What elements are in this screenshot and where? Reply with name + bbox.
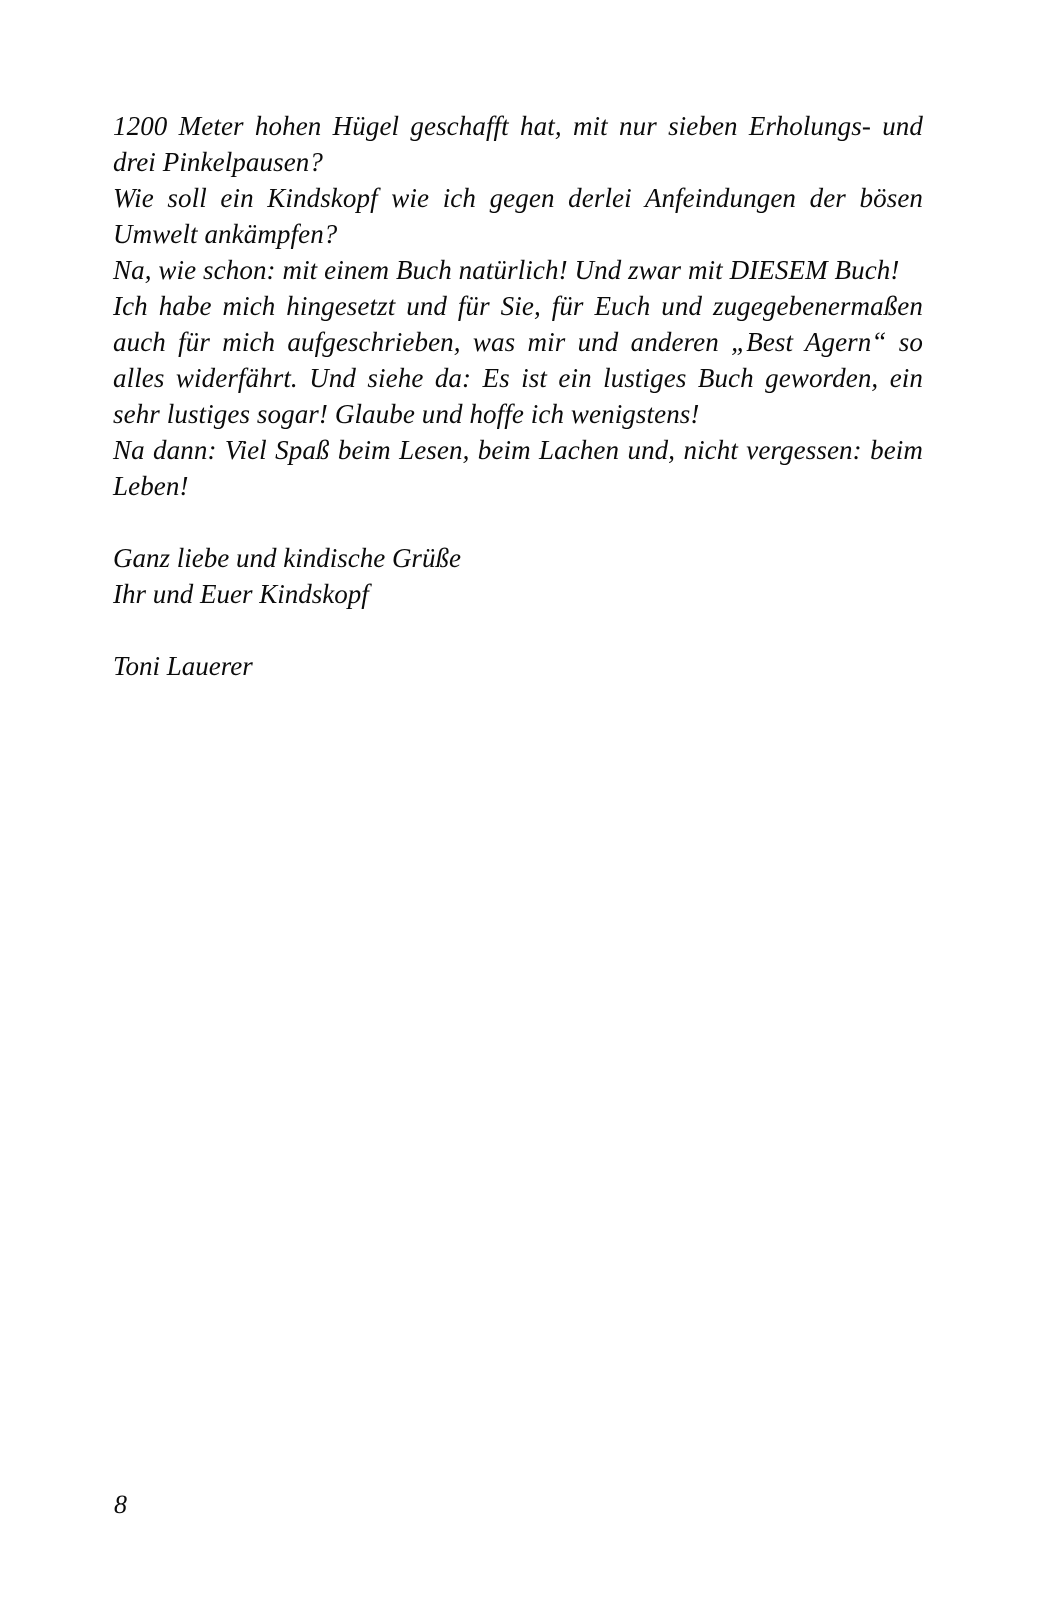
signature-spacer (113, 612, 923, 648)
closing-greeting-line-1: Ganz liebe und kindische Grüße (113, 543, 461, 573)
paragraph-aufgeschrieben: Ich habe mich hingesetzt und für Sie, für Euch und zugegebenermaßen auch für mich aufgeschrieben, was mir und anderen „Best Agern“ so alles widerfährt. Und siehe da: Es ist ein lustiges Buch geworden, ein sehr lustiges sogar! Glaube und hoffe ich wenigstens! (113, 291, 923, 429)
closing-greeting-line-2: Ihr und Euer Kindskopf (113, 579, 369, 609)
page-text-block (113, 108, 923, 684)
paragraph-spacer (113, 504, 923, 540)
paragraph-huegel: 1200 Meter hohen Hügel geschafft hat, mit nur sieben Erholungs- und drei Pinkelpausen? (113, 111, 923, 177)
page-number: 8 (114, 1490, 127, 1519)
paragraph-viel-spass: Na dann: Viel Spaß beim Lesen, beim Lachen und, nicht vergessen: beim Leben! (113, 435, 923, 501)
author-signature: Toni Lauerer (113, 651, 253, 681)
paragraph-buch: Na, wie schon: mit einem Buch natürlich! Und zwar mit DIESEM Buch! (113, 255, 900, 285)
paragraph-kindskopf: Wie soll ein Kindskopf wie ich gegen derlei Anfeindungen der bösen Umwelt ankämpfen? (113, 183, 923, 249)
